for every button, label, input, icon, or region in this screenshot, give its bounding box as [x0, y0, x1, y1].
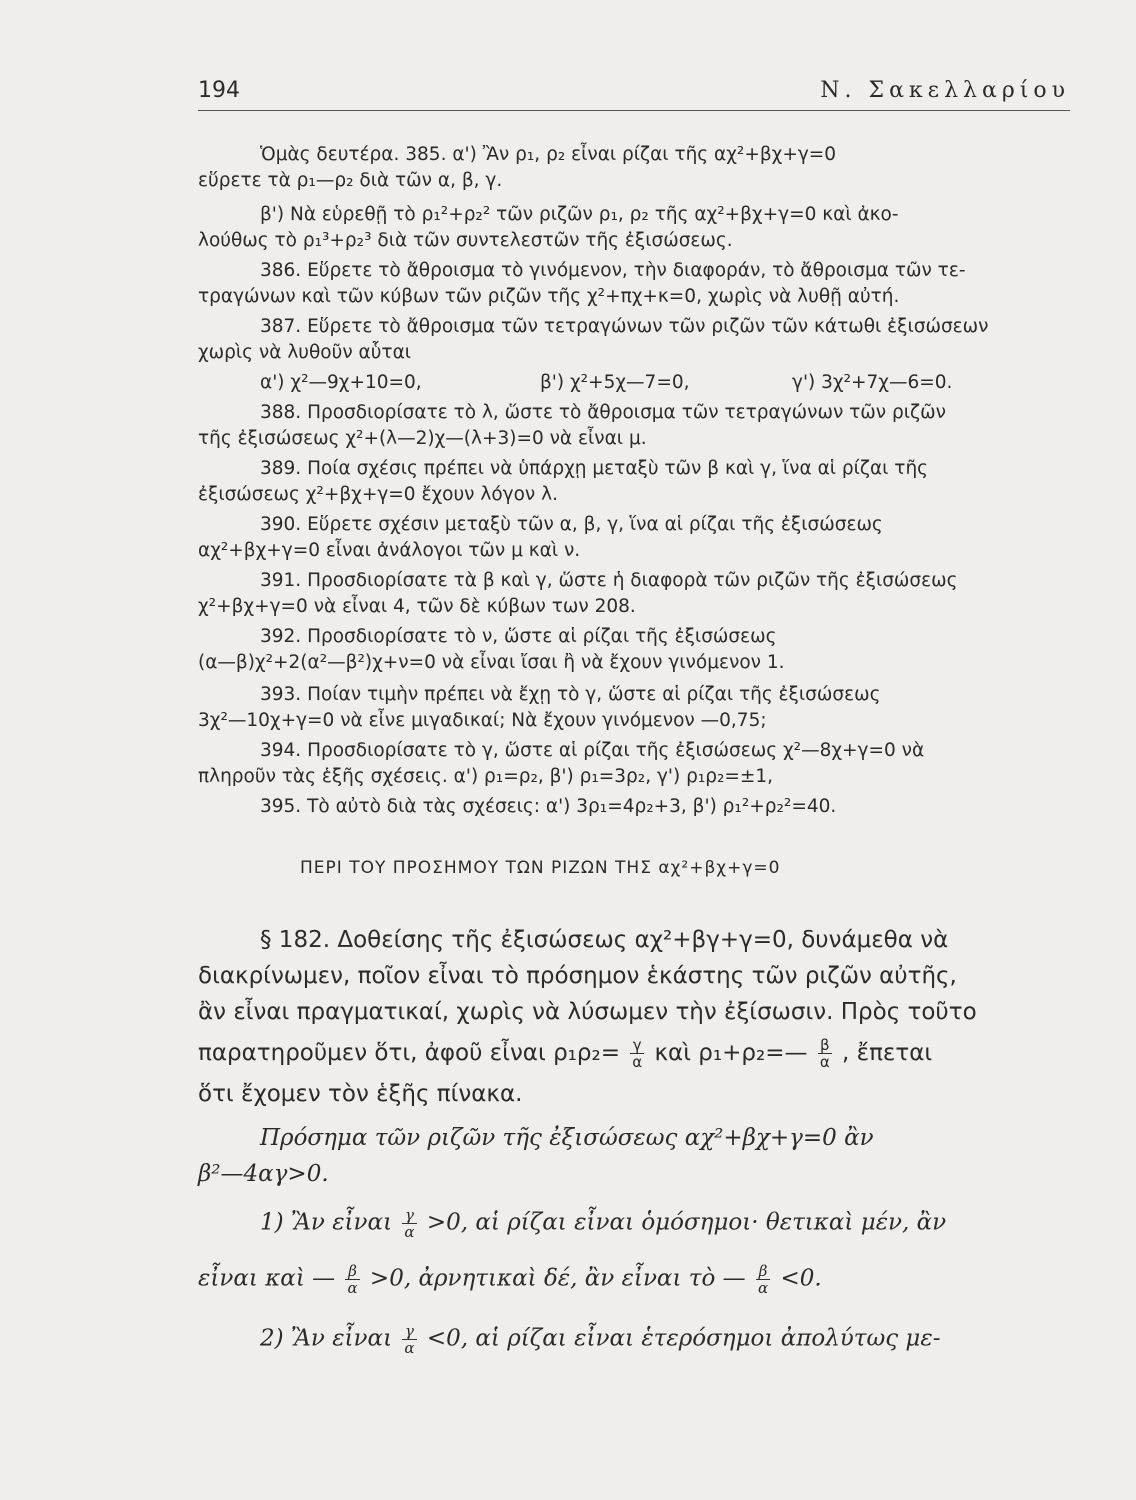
fraction-denominator: α	[632, 1053, 643, 1071]
exercise-line: 386. Εὕρετε τὸ ἄθροισμα τὸ γινόμενον, τὴν διαφοράν, τὸ ἄθροισμα τῶν τε-	[260, 260, 966, 281]
fraction-denominator: α	[404, 1223, 415, 1241]
exercise-line: λούθως τὸ ρ₁³+ρ₂³ διὰ τῶν συντελεστῶν τῆς ἐξισώσεως.	[198, 230, 733, 251]
exercise-line: 394. Προσδιορίσατε τὸ γ, ὥστε αἱ ρίζαι τῆς ἐξισώσεως χ²—8χ+γ=0 νὰ	[260, 740, 925, 761]
exercise-line: 393. Ποίαν τιμὴν πρέπει νὰ ἔχῃ τὸ γ, ὥστε αἱ ρίζαι τῆς ἐξισώσεως	[260, 684, 881, 705]
exercise-line: εὕρετε τὰ ρ₁—ρ₂ διὰ τῶν α, β, γ.	[198, 170, 503, 191]
section-paragraph-line: ὅτι ἔχομεν τὸν ἑξῆς πίνακα.	[198, 1081, 523, 1107]
case-line	[260, 1323, 941, 1356]
fraction-numerator: γ	[402, 1207, 416, 1224]
exercise-line: 391. Προσδιορίσατε τὰ β καὶ γ, ὥστε ἡ διαφορὰ τῶν ριζῶν τῆς ἐξισώσεως	[260, 570, 958, 591]
fraction	[630, 1037, 644, 1070]
fraction	[345, 1263, 359, 1296]
fraction-numerator: γ	[402, 1323, 416, 1340]
text-run: >0, αἱ ρίζαι εἶναι ὁμόσημοι· θετικαὶ μέν, ἂν	[426, 1209, 947, 1236]
exercise-line: 389. Ποία σχέσις πρέπει νὰ ὑπάρχῃ μεταξὺ τῶν β καὶ γ, ἵνα αἱ ρίζαι τῆς	[260, 458, 929, 479]
page-header	[198, 78, 1070, 111]
section-paragraph-line: ἂν εἶναι πραγματικαί, χωρὶς νὰ λύσωμεν τὴν ἐξίσωσιν. Πρὸς τοῦτο	[198, 999, 977, 1025]
exercise-line: τραγώνων καὶ τῶν κύβων τῶν ριζῶν τῆς χ²+πχ+κ=0, χωρὶς νὰ λυθῇ αὐτή.	[198, 286, 900, 307]
exercise-line: 388. Προσδιορίσατε τὸ λ, ὥστε τὸ ἄθροισμα τῶν τετραγώνων τῶν ριζῶν	[260, 402, 946, 423]
fraction	[756, 1263, 770, 1296]
exercise-line: 3χ²—10χ+γ=0 νὰ εἶνε μιγαδικαί; Νὰ ἔχουν γινόμενον —0,75;	[198, 710, 767, 731]
fraction	[818, 1037, 832, 1070]
exercise-line: (α—β)χ²+2(α²—β²)χ+ν=0 νὰ εἶναι ἴσαι ἢ νὰ ἔχουν γινόμενον 1.	[198, 652, 785, 673]
fraction-numerator: γ	[630, 1037, 644, 1054]
fraction-numerator: β	[756, 1263, 770, 1280]
page-number: 194	[198, 78, 240, 103]
exercise-line: α') χ²—9χ+10=0,	[260, 372, 422, 393]
exercise-line: β') Νὰ εὑρεθῇ τὸ ρ₁²+ρ₂² τῶν ριζῶν ρ₁, ρ₂ τῆς αχ²+βχ+γ=0 καὶ ἀκο-	[260, 204, 899, 225]
text-run: <0, αἱ ρίζαι εἶναι ἑτερόσημοι ἀπολύτως με-	[426, 1325, 941, 1352]
exercise-line: β') χ²+5χ—7=0,	[540, 372, 690, 393]
text-run: >0, ἀρνητικαὶ δέ, ἂν εἶναι τὸ —	[369, 1265, 746, 1292]
fraction	[402, 1323, 416, 1356]
fraction	[402, 1207, 416, 1240]
fraction-denominator: α	[347, 1279, 358, 1297]
text-run: 2) Ἂν εἶναι	[260, 1325, 393, 1352]
fraction-numerator: β	[818, 1037, 832, 1054]
exercise-line: χωρὶς νὰ λυθοῦν αὗται	[198, 342, 412, 363]
exercise-line: 395. Τὸ αὐτὸ διὰ τὰς σχέσεις: α') 3ρ₁=4ρ₂+3, β') ρ₁²+ρ₂²=40.	[260, 796, 837, 817]
section-paragraph-line: διακρίνωμεν, ποῖον εἶναι τὸ πρόσημον ἑκάστης τῶν ριζῶν αὐτῆς,	[198, 963, 957, 989]
text-run: παρατηροῦμεν ὅτι, ἀφοῦ εἶναι ρ₁ρ₂=	[198, 1040, 620, 1066]
text-run: 1) Ἂν εἶναι	[260, 1209, 393, 1236]
text-run: εἶναι καὶ —	[198, 1265, 336, 1292]
text-run: καὶ ρ₁+ρ₂=—	[654, 1040, 808, 1066]
section-heading: ΠΕΡΙ ΤΟΥ ΠΡΟΣΗΜΟΥ ΤΩΝ ΡΙΖΩΝ ΤΗΣ αχ²+βχ+γ=0	[300, 858, 781, 878]
exercise-line: γ') 3χ²+7χ—6=0.	[792, 372, 953, 393]
exercise-line: χ²+βχ+γ=0 νὰ εἶναι 4, τῶν δὲ κύβων των 208.	[198, 596, 636, 617]
exercise-line: 390. Εὕρετε σχέσιν μεταξὺ τῶν α, β, γ, ἵνα αἱ ρίζαι τῆς ἐξισώσεως	[260, 514, 883, 535]
table-heading-line: β²—4αγ>0.	[198, 1161, 329, 1187]
exercise-line: Ὁμὰς δευτέρα. 385. α') Ἂν ρ₁, ρ₂ εἶναι ρίζαι τῆς αχ²+βχ+γ=0	[260, 144, 837, 165]
exercise-line: πληροῦν τὰς ἑξῆς σχέσεις. α') ρ₁=ρ₂, β') ρ₁=3ρ₂, γ') ρ₁ρ₂=±1,	[198, 766, 774, 787]
case-line	[198, 1263, 822, 1296]
text-run: , ἔπεται	[842, 1040, 933, 1066]
section-paragraph-line	[198, 1037, 932, 1070]
exercise-line: τῆς ἐξισώσεως χ²+(λ—2)χ—(λ+3)=0 νὰ εἶναι μ.	[198, 428, 647, 449]
text-run: <0.	[780, 1265, 822, 1292]
exercise-line: ἐξισώσεως χ²+βχ+γ=0 ἔχουν λόγον λ.	[198, 484, 558, 505]
exercise-line: 392. Προσδιορίσατε τὸ ν, ὥστε αἱ ρίζαι τῆς ἐξισώσεως	[260, 626, 777, 647]
section-paragraph-line: § 182. Δοθείσης τῆς ἐξισώσεως αχ²+βγ+γ=0, δυνάμεθα νὰ	[260, 927, 949, 953]
exercise-line: 387. Εὕρετε τὸ ἄθροισμα τῶν τετραγώνων τῶν ριζῶν τῶν κάτωθι ἐξισώσεων	[260, 316, 989, 337]
fraction-denominator: α	[404, 1339, 415, 1357]
exercise-line: αχ²+βχ+γ=0 εἶναι ἀνάλογοι τῶν μ καὶ ν.	[198, 540, 581, 561]
case-line	[260, 1207, 946, 1240]
fraction-numerator: β	[345, 1263, 359, 1280]
fraction-denominator: α	[757, 1279, 769, 1297]
running-head: Ν. Σακελλαρίου	[820, 78, 1070, 103]
fraction-denominator: α	[819, 1053, 830, 1071]
table-heading-line: Πρόσημα τῶν ριζῶν τῆς ἐξισώσεως αχ²+βχ+γ=0 ἂν	[260, 1125, 874, 1151]
